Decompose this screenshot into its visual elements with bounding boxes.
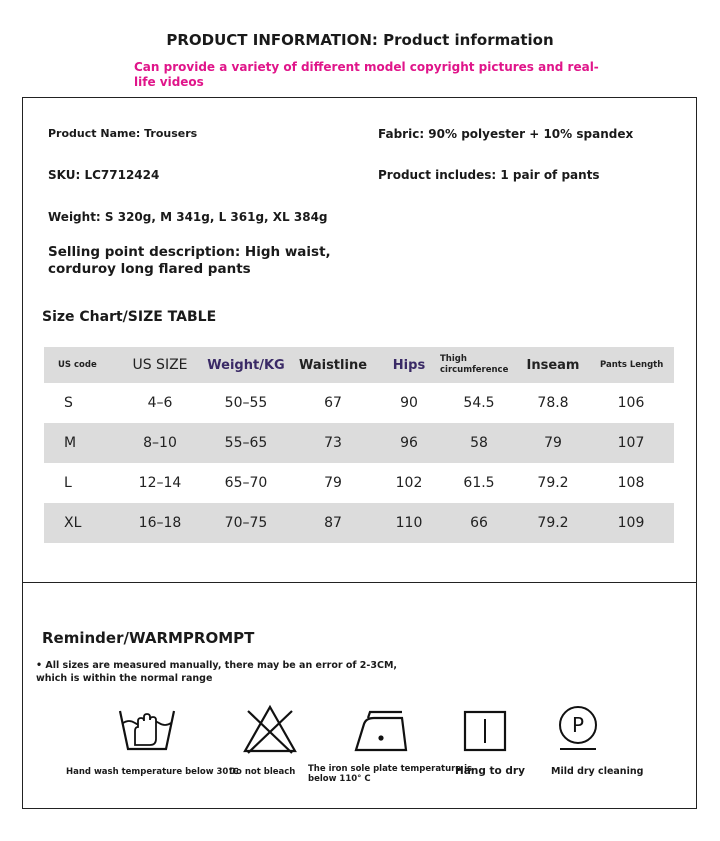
selling-point-line2: corduroy long flared pants [48, 261, 251, 277]
svg-text:P: P [571, 713, 585, 737]
selling-point [48, 244, 331, 278]
cell-thigh: 61.5 [463, 475, 495, 491]
cell-waistline: 79 [324, 475, 342, 491]
iron-icon [352, 708, 410, 758]
product-fabric: Fabric: 90% polyester + 10% spandex [378, 127, 634, 141]
table-row [44, 423, 674, 463]
reminder-note-line2: which is within the normal range [36, 673, 213, 684]
cell-us-code: L [64, 475, 72, 491]
reminder-title: Reminder/WARMPROMPT [42, 629, 255, 647]
size-table-header-row [44, 347, 674, 383]
cell-weight: 65–70 [224, 475, 268, 491]
iron-label-line2: below 110° C [308, 774, 371, 784]
size-table [44, 347, 674, 543]
cell-hips: 96 [378, 423, 440, 463]
cell-us-size: 8–10 [116, 423, 204, 463]
col-header-inseam: Inseam [518, 347, 588, 383]
product-includes: Product includes: 1 pair of pants [378, 168, 600, 182]
cell-waistline: 73 [288, 423, 378, 463]
cell-weight: 70–75 [204, 503, 288, 543]
reminder-note [36, 659, 397, 685]
cell-inseam: 79 [518, 423, 588, 463]
cell-thigh: 58 [440, 423, 518, 463]
mild-dry-cleaning-icon [555, 704, 601, 756]
cell-inseam: 78.8 [537, 395, 569, 411]
cell-inseam: 79.2 [518, 503, 588, 543]
cell-hips: 102 [395, 475, 423, 491]
table-row [44, 383, 674, 423]
col-header-pants-length: Pants Length [588, 347, 674, 383]
cell-inseam: 79.2 [537, 475, 569, 491]
col-header-waistline: Waistline [288, 347, 378, 383]
col-header-hips: Hips [378, 347, 440, 383]
iron-label-line1: The iron sole plate temperature is [308, 764, 473, 774]
cell-pants-length: 108 [617, 475, 645, 491]
page-subtitle: Can provide a variety of different model copyright pictures and real-life videos [134, 60, 599, 89]
mild-dry-cleaning-label: Mild dry cleaning [551, 766, 644, 777]
cell-us-code: XL [44, 503, 116, 543]
cell-weight: 55–65 [204, 423, 288, 463]
col-header-weight: Weight/KG [204, 347, 288, 383]
cell-us-code: M [44, 423, 116, 463]
selling-point-line1: Selling point description: High waist, [48, 244, 331, 260]
cell-us-code: S [64, 395, 73, 411]
cell-weight: 50–55 [224, 395, 268, 411]
cell-thigh: 54.5 [463, 395, 495, 411]
cell-waistline: 87 [288, 503, 378, 543]
cell-pants-length: 109 [588, 503, 674, 543]
cell-hips: 110 [378, 503, 440, 543]
iron-label [308, 764, 472, 784]
cell-pants-length: 106 [617, 395, 645, 411]
hang-to-dry-label: Hang to dry [455, 765, 525, 777]
col-header-us-code: US code [44, 347, 116, 383]
product-sku: SKU: LC7712424 [48, 168, 160, 182]
hang-to-dry-icon [463, 710, 507, 756]
cell-hips: 90 [400, 395, 418, 411]
cell-us-size: 4–6 [147, 395, 173, 411]
cell-thigh: 66 [440, 503, 518, 543]
product-name: Product Name: Trousers [48, 127, 198, 140]
do-not-bleach-icon [242, 703, 298, 759]
product-weight: Weight: S 320g, M 341g, L 361g, XL 384g [48, 210, 328, 224]
col-header-thigh: Thigh circumference [440, 347, 518, 383]
table-row [44, 503, 674, 543]
cell-us-size: 12–14 [138, 475, 182, 491]
reminder-note-line1: • All sizes are measured manually, there may be an error of 2-3CM, [36, 660, 398, 671]
cell-waistline: 67 [324, 395, 342, 411]
hand-wash-label: Hand wash temperature below 30℃ [66, 767, 239, 777]
cell-us-size: 16–18 [116, 503, 204, 543]
page-title: PRODUCT INFORMATION: Product information [166, 31, 554, 49]
do-not-bleach-label: Do not bleach [229, 767, 296, 777]
cell-pants-length: 107 [588, 423, 674, 463]
table-row [44, 463, 674, 503]
size-chart-title: Size Chart/SIZE TABLE [42, 309, 217, 325]
col-header-us-size: US SIZE [116, 347, 204, 383]
hand-wash-icon [117, 705, 177, 759]
